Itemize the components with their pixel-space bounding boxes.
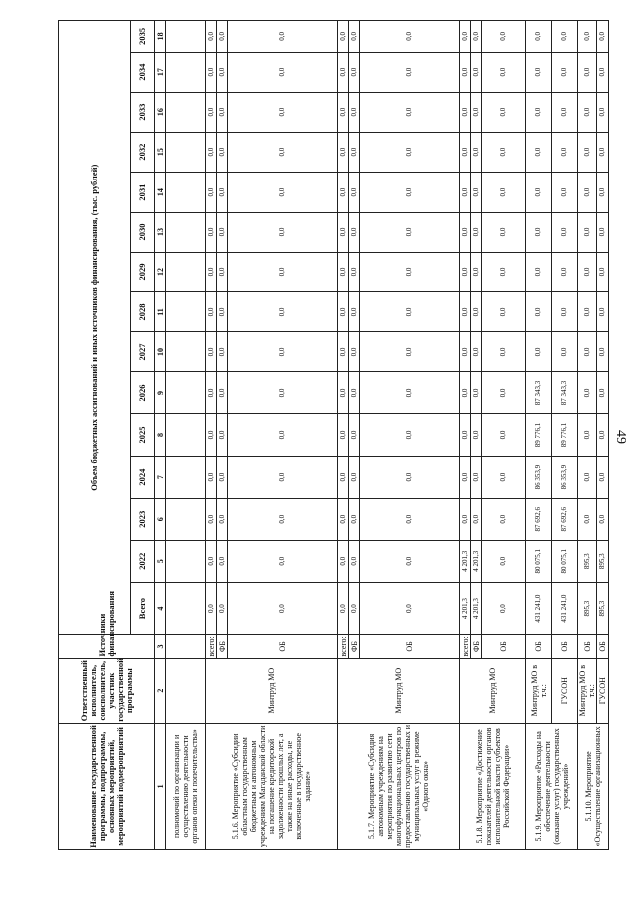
value-cell: 0,0 (338, 372, 349, 414)
value-cell: 0,0 (460, 252, 471, 292)
value-cell: 0,0 (482, 456, 526, 498)
value-cell: 0,0 (460, 92, 471, 132)
value-cell: 0,0 (578, 498, 597, 540)
column-number: 8 (155, 414, 166, 456)
column-number: 14 (155, 172, 166, 212)
value-cell: 0,0 (349, 212, 360, 252)
value-cell: 895,3 (578, 540, 597, 582)
value-cell: 0,0 (349, 456, 360, 498)
value-cell: 0,0 (578, 212, 597, 252)
value-cell: 0,0 (552, 292, 578, 332)
empty-cell (166, 172, 206, 212)
empty-cell (166, 414, 206, 456)
column-number: 10 (155, 332, 166, 372)
value-cell: 0,0 (338, 212, 349, 252)
header-year: 2022 (131, 540, 155, 582)
value-cell: 87 343,3 (552, 372, 578, 414)
empty-cell (166, 292, 206, 332)
value-cell: 0,0 (552, 212, 578, 252)
value-cell: 0,0 (217, 21, 228, 53)
value-cell: 0,0 (460, 52, 471, 92)
header-year: 2029 (131, 252, 155, 292)
value-cell: 0,0 (338, 540, 349, 582)
value-cell: 0,0 (482, 52, 526, 92)
value-cell: 0,0 (338, 456, 349, 498)
value-cell: 431 241,0 (526, 582, 552, 635)
value-cell: 0,0 (349, 21, 360, 53)
value-cell: 89 776,1 (526, 414, 552, 456)
value-cell: 0,0 (482, 498, 526, 540)
row-executor: Минтруд МО в т.ч.: (526, 658, 552, 723)
column-number: 4 (155, 582, 166, 635)
value-cell: 80 075,1 (526, 540, 552, 582)
header-year: 2030 (131, 212, 155, 252)
value-cell: 0,0 (360, 252, 460, 292)
value-cell: 0,0 (349, 92, 360, 132)
value-cell: 0,0 (217, 414, 228, 456)
value-cell: 0,0 (526, 52, 552, 92)
value-cell: 0,0 (228, 332, 338, 372)
value-cell: 0,0 (460, 292, 471, 332)
value-cell: 0,0 (217, 52, 228, 92)
value-cell: 0,0 (338, 582, 349, 635)
value-cell: 0,0 (471, 172, 482, 212)
row-name: полномочий по организации и осуществлению деятельности органов опеки и попечительства» (166, 723, 206, 849)
row-executor: ГУСОН (552, 658, 578, 723)
header-year: 2023 (131, 498, 155, 540)
value-cell: 0,0 (349, 540, 360, 582)
value-cell: 0,0 (552, 52, 578, 92)
value-cell: 0,0 (228, 92, 338, 132)
empty-cell (166, 252, 206, 292)
value-cell: 0,0 (360, 292, 460, 332)
value-cell: 0,0 (217, 456, 228, 498)
value-cell: 0,0 (349, 172, 360, 212)
value-cell: 0,0 (460, 21, 471, 53)
row-executor: Минтруд МО (206, 658, 338, 723)
empty-cell (166, 132, 206, 172)
value-cell: 0,0 (206, 372, 217, 414)
value-cell: 0,0 (217, 172, 228, 212)
header-year: 2031 (131, 172, 155, 212)
value-cell: 0,0 (206, 456, 217, 498)
empty-cell (166, 92, 206, 132)
value-cell: 0,0 (460, 212, 471, 252)
value-cell: 0,0 (578, 292, 597, 332)
value-cell: 0,0 (360, 372, 460, 414)
value-cell: 0,0 (338, 252, 349, 292)
value-cell: 0,0 (471, 92, 482, 132)
value-cell: 0,0 (482, 172, 526, 212)
value-cell: 0,0 (228, 132, 338, 172)
value-cell: 0,0 (349, 252, 360, 292)
row-source: ОБ (597, 635, 609, 658)
column-number: 7 (155, 456, 166, 498)
row-source: ФБ (349, 635, 360, 658)
row-source: ФБ (217, 635, 228, 658)
value-cell: 895,3 (578, 582, 597, 635)
column-number: 5 (155, 540, 166, 582)
value-cell: 0,0 (597, 172, 609, 212)
value-cell: 0,0 (228, 292, 338, 332)
value-cell: 0,0 (526, 172, 552, 212)
value-cell: 0,0 (338, 52, 349, 92)
value-cell: 0,0 (206, 540, 217, 582)
value-cell: 0,0 (482, 292, 526, 332)
value-cell: 0,0 (349, 292, 360, 332)
value-cell: 89 776,1 (552, 414, 578, 456)
value-cell: 0,0 (471, 456, 482, 498)
row-source: ОБ (228, 635, 338, 658)
value-cell: 0,0 (217, 92, 228, 132)
value-cell: 0,0 (482, 212, 526, 252)
value-cell: 0,0 (360, 212, 460, 252)
row-executor: Минтруд МО (338, 658, 460, 723)
value-cell: 0,0 (206, 582, 217, 635)
value-cell: 87 343,3 (526, 372, 552, 414)
value-cell: 0,0 (206, 172, 217, 212)
value-cell: 0,0 (460, 456, 471, 498)
empty-cell (166, 635, 206, 658)
empty-cell (166, 21, 206, 53)
value-cell: 0,0 (217, 372, 228, 414)
value-cell: 0,0 (206, 92, 217, 132)
empty-cell (166, 212, 206, 252)
header-year: 2034 (131, 52, 155, 92)
header-year: 2033 (131, 92, 155, 132)
value-cell: 0,0 (349, 414, 360, 456)
row-source: ОБ (482, 635, 526, 658)
header-year: 2027 (131, 332, 155, 372)
value-cell: 0,0 (338, 292, 349, 332)
empty-cell (166, 582, 206, 635)
value-cell: 0,0 (360, 52, 460, 92)
value-cell: 0,0 (482, 414, 526, 456)
empty-cell (166, 456, 206, 498)
value-cell: 0,0 (360, 414, 460, 456)
value-cell: 87 692,6 (552, 498, 578, 540)
value-cell: 0,0 (482, 332, 526, 372)
row-executor: Минтруд МО (460, 658, 526, 723)
value-cell: 0,0 (578, 332, 597, 372)
value-cell: 0,0 (360, 172, 460, 212)
value-cell: 0,0 (597, 132, 609, 172)
value-cell: 0,0 (471, 132, 482, 172)
value-cell: 0,0 (338, 172, 349, 212)
value-cell: 0,0 (360, 132, 460, 172)
value-cell: 0,0 (349, 132, 360, 172)
value-cell: 0,0 (471, 292, 482, 332)
value-cell: 0,0 (552, 92, 578, 132)
empty-cell (166, 332, 206, 372)
row-name: 5.1.9. Мероприятие «Расходы на обеспечение деятельности (оказание услуг) государственных учреждений» (526, 723, 578, 849)
header-year: 2024 (131, 456, 155, 498)
row-source: ФБ (471, 635, 482, 658)
value-cell: 0,0 (228, 456, 338, 498)
empty-cell (166, 540, 206, 582)
value-cell: 0,0 (471, 212, 482, 252)
value-cell: 0,0 (349, 372, 360, 414)
table-row (578, 21, 597, 850)
column-number: 12 (155, 252, 166, 292)
column-number: 17 (155, 52, 166, 92)
value-cell: 0,0 (597, 498, 609, 540)
column-number: 15 (155, 132, 166, 172)
table-row (460, 21, 471, 850)
header-year: 2032 (131, 132, 155, 172)
value-cell: 86 353,9 (552, 456, 578, 498)
value-cell: 0,0 (228, 540, 338, 582)
value-cell: 0,0 (482, 372, 526, 414)
value-cell: 0,0 (228, 372, 338, 414)
value-cell: 0,0 (228, 172, 338, 212)
value-cell: 0,0 (597, 212, 609, 252)
table-row (526, 21, 552, 850)
page-number: 49 (613, 430, 628, 444)
value-cell: 0,0 (360, 540, 460, 582)
rotated-table-container (58, 20, 607, 850)
value-cell: 0,0 (228, 414, 338, 456)
value-cell: 0,0 (206, 498, 217, 540)
column-number: 16 (155, 92, 166, 132)
header-year: 2026 (131, 372, 155, 414)
value-cell: 0,0 (228, 498, 338, 540)
value-cell: 0,0 (578, 92, 597, 132)
value-cell: 0,0 (578, 456, 597, 498)
value-cell: 0,0 (217, 540, 228, 582)
value-cell: 0,0 (460, 332, 471, 372)
value-cell: 0,0 (578, 21, 597, 53)
value-cell: 0,0 (338, 498, 349, 540)
value-cell: 0,0 (471, 498, 482, 540)
value-cell: 0,0 (597, 414, 609, 456)
table-row (338, 21, 349, 850)
value-cell: 0,0 (471, 21, 482, 53)
value-cell: 0,0 (597, 456, 609, 498)
value-cell: 0,0 (217, 252, 228, 292)
value-cell: 895,3 (597, 582, 609, 635)
value-cell: 0,0 (471, 414, 482, 456)
value-cell: 0,0 (206, 212, 217, 252)
value-cell: 0,0 (349, 52, 360, 92)
value-cell: 0,0 (360, 582, 460, 635)
value-cell: 0,0 (552, 252, 578, 292)
column-number: 2 (155, 658, 166, 723)
value-cell: 0,0 (206, 252, 217, 292)
row-source: ОБ (526, 635, 552, 658)
row-source: ОБ (578, 635, 597, 658)
value-cell: 0,0 (228, 21, 338, 53)
header-total: Всего (131, 582, 155, 635)
value-cell: 0,0 (206, 21, 217, 53)
value-cell: 0,0 (526, 92, 552, 132)
column-number: 18 (155, 21, 166, 53)
row-source: ОБ (552, 635, 578, 658)
value-cell: 0,0 (526, 252, 552, 292)
value-cell: 0,0 (349, 332, 360, 372)
value-cell: 0,0 (460, 414, 471, 456)
empty-cell (166, 52, 206, 92)
value-cell: 4 201,3 (471, 540, 482, 582)
value-cell: 0,0 (578, 372, 597, 414)
table-row (166, 21, 206, 850)
header-name: Наименование государственной программы, подпрограммы, основных мероприятий, мероприятий подмероприятий (59, 723, 155, 849)
value-cell: 0,0 (206, 414, 217, 456)
row-name: 5.1.10. Мероприятие «Осуществление организационных (578, 723, 609, 849)
value-cell: 0,0 (338, 332, 349, 372)
value-cell: 0,0 (597, 332, 609, 372)
value-cell: 0,0 (349, 582, 360, 635)
value-cell: 87 692,6 (526, 498, 552, 540)
column-number: 11 (155, 292, 166, 332)
value-cell: 0,0 (206, 292, 217, 332)
value-cell: 0,0 (471, 372, 482, 414)
value-cell: 0,0 (460, 172, 471, 212)
value-cell: 0,0 (526, 132, 552, 172)
value-cell: 0,0 (597, 292, 609, 332)
value-cell: 0,0 (338, 414, 349, 456)
value-cell: 0,0 (460, 498, 471, 540)
value-cell: 0,0 (471, 252, 482, 292)
row-name: 5.1.7. Мероприятие «Субсидия автономным учреждениям на мероприятия по развитию сети многофункциональных центров по предоставлению государственных и муниципальных услуг в режиме «Одного окна» (338, 723, 460, 849)
row-source: всего: (206, 636, 216, 657)
value-cell: 0,0 (460, 372, 471, 414)
value-cell: 0,0 (482, 21, 526, 53)
value-cell: 895,3 (597, 540, 609, 582)
value-cell: 431 241,0 (552, 582, 578, 635)
value-cell: 80 075,1 (552, 540, 578, 582)
value-cell: 0,0 (360, 456, 460, 498)
column-number: 6 (155, 498, 166, 540)
value-cell: 0,0 (460, 132, 471, 172)
value-cell: 0,0 (228, 52, 338, 92)
value-cell: 0,0 (360, 21, 460, 53)
value-cell: 0,0 (217, 212, 228, 252)
value-cell: 0,0 (471, 52, 482, 92)
value-cell: 0,0 (360, 332, 460, 372)
column-number: 1 (155, 723, 166, 849)
value-cell: 0,0 (526, 212, 552, 252)
value-cell: 0,0 (482, 540, 526, 582)
row-source: всего: (460, 636, 470, 657)
value-cell: 0,0 (349, 498, 360, 540)
value-cell: 0,0 (597, 52, 609, 92)
value-cell: 86 353,9 (526, 456, 552, 498)
value-cell: 0,0 (526, 332, 552, 372)
table-row (206, 21, 217, 850)
value-cell: 0,0 (526, 21, 552, 53)
column-number: 3 (155, 635, 166, 658)
row-source: ОБ (360, 635, 460, 658)
header-year: 2025 (131, 414, 155, 456)
value-cell: 0,0 (552, 132, 578, 172)
value-cell: 0,0 (360, 498, 460, 540)
empty-cell (166, 372, 206, 414)
header-volume: Объем бюджетных ассигнований и иных источников финансирования, (тыс. рублей) (59, 21, 131, 635)
row-name: 5.1.8. Мероприятие «Достижение показателей деятельности органов исполнительной власти субъектов Российской Федерации» (460, 723, 526, 849)
value-cell: 0,0 (578, 172, 597, 212)
value-cell: 0,0 (597, 92, 609, 132)
value-cell: 4 201,3 (460, 540, 471, 582)
value-cell: 0,0 (228, 212, 338, 252)
value-cell: 0,0 (338, 21, 349, 53)
value-cell: 0,0 (482, 132, 526, 172)
financing-table (58, 20, 609, 850)
header-executor: Ответственный исполнитель, соисполнитель, участник государственной программы (59, 658, 155, 723)
row-name: 5.1.6. Мероприятие «Субсидии областным государственным бюджетным и автономным учреждениям Магаданской области на погашение кредиторской задолженности прошлых лет, а также на иные расходы, не включенные в государственное задание» (206, 723, 338, 849)
value-cell: 0,0 (597, 21, 609, 53)
value-cell: 0,0 (217, 332, 228, 372)
empty-cell (166, 498, 206, 540)
value-cell: 0,0 (338, 92, 349, 132)
column-number: 13 (155, 212, 166, 252)
header-year: 2028 (131, 292, 155, 332)
value-cell: 0,0 (597, 372, 609, 414)
value-cell: 4 201,3 (460, 582, 471, 635)
value-cell: 0,0 (552, 21, 578, 53)
value-cell: 0,0 (217, 498, 228, 540)
value-cell: 0,0 (526, 292, 552, 332)
value-cell: 0,0 (228, 582, 338, 635)
row-source: всего: (338, 636, 348, 657)
value-cell: 0,0 (552, 172, 578, 212)
value-cell: 0,0 (217, 292, 228, 332)
value-cell: 0,0 (228, 252, 338, 292)
value-cell: 0,0 (206, 52, 217, 92)
value-cell: 0,0 (578, 132, 597, 172)
value-cell: 0,0 (482, 252, 526, 292)
value-cell: 0,0 (360, 92, 460, 132)
empty-cell (166, 658, 206, 723)
value-cell: 0,0 (578, 252, 597, 292)
column-number: 9 (155, 372, 166, 414)
value-cell: 0,0 (206, 132, 217, 172)
row-executor: ГУСОН (597, 658, 609, 723)
value-cell: 0,0 (597, 252, 609, 292)
value-cell: 0,0 (552, 332, 578, 372)
value-cell: 0,0 (471, 332, 482, 372)
header-source: Источники финансирования (59, 635, 155, 658)
value-cell: 0,0 (217, 132, 228, 172)
row-executor: Минтруд МО в т.ч.: (578, 658, 597, 723)
value-cell: 4 201,3 (471, 582, 482, 635)
value-cell: 0,0 (578, 52, 597, 92)
value-cell: 0,0 (482, 92, 526, 132)
value-cell: 0,0 (217, 582, 228, 635)
value-cell: 0,0 (578, 414, 597, 456)
value-cell: 0,0 (338, 132, 349, 172)
header-year: 2035 (131, 21, 155, 53)
value-cell: 0,0 (206, 332, 217, 372)
value-cell: 0,0 (482, 582, 526, 635)
